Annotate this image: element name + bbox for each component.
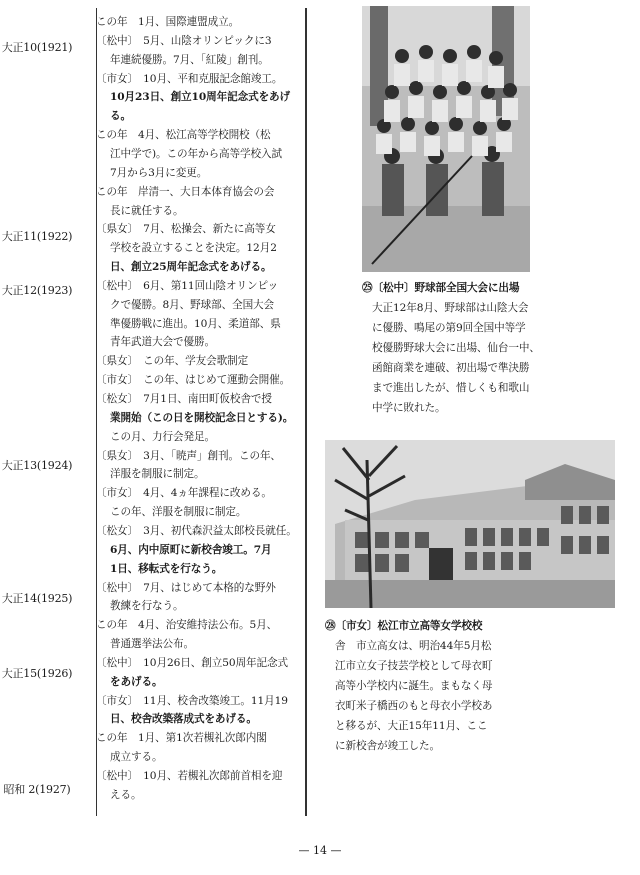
chronology-line: この年 4月、松江高等学校開校（松 xyxy=(96,129,271,142)
chronology-line: 〔県女〕 7月、松操会、新たに高等女 xyxy=(96,223,276,236)
caption-line: ㉕〔松中〕野球部全国大会に出場 xyxy=(362,282,520,294)
chronology-line: 日、校舎改築落成式をあげる。 xyxy=(110,713,257,726)
caption-line: 舎 市立高女は、明治44年5月松 xyxy=(335,640,492,652)
chronology-line: 〔松中〕 10月26日、創立50周年記念式 xyxy=(96,656,288,669)
caption-line: まで進出したが、惜しくも和歌山 xyxy=(372,382,530,394)
year-label: 大正14(1925) xyxy=(1,592,73,605)
caption-line: 校優勝野球大会に出場、仙台一中、 xyxy=(372,342,540,354)
right-column-rule xyxy=(305,8,307,816)
caption-line: 衣町米子橋西のもと母衣小学校あ xyxy=(335,700,493,712)
chronology-line: 普通選挙法公布。 xyxy=(110,638,194,651)
chronology-line: をあげる。 xyxy=(110,675,163,688)
chronology-line: この月、力行会発足。 xyxy=(110,430,215,443)
chronology-line: える。 xyxy=(110,788,142,801)
chronology-line: 長に就任する。 xyxy=(110,204,184,217)
caption-line: ㉘〔市女〕松江市立高等女学校校 xyxy=(325,620,483,632)
caption-line: に優勝、鳴尾の第9回全国中等学 xyxy=(372,322,526,334)
year-label: 大正11(1922) xyxy=(1,230,73,243)
chronology-line: この年 1月、国際連盟成立。 xyxy=(96,16,240,28)
page-number: — 14 — xyxy=(298,844,342,857)
chronology-line: 江中学で)。この年から高等学校入試 xyxy=(110,147,282,160)
caption-line: 大正12年8月、野球部は山陰大会 xyxy=(372,302,529,314)
chronology-line: 〔県女〕 この年、学友会歌制定 xyxy=(96,355,249,368)
caption-line: 函館商業を連破、初出場で準決勝 xyxy=(372,362,530,374)
chronology-line: 〔松女〕 7月1日、南田町仮校舎で授 xyxy=(96,393,272,405)
chronology-line: 1日、移転式を行なう。 xyxy=(110,562,223,575)
year-label: 大正10(1921) xyxy=(1,41,73,54)
chronology-line: 青年武道大会で優勝。 xyxy=(110,336,215,349)
caption-line: 中学に敗れた。 xyxy=(372,402,446,414)
year-label: 大正12(1923) xyxy=(1,284,73,297)
caption-line: 高等小学校内に誕生。まもなく母 xyxy=(335,680,493,692)
chronology-line: この年 岸清一、大日本体育協会の会 xyxy=(96,185,275,198)
year-label: 昭和 2(1927) xyxy=(3,783,71,796)
chronology-line: この年 4月、治安維持法公布。5月、 xyxy=(96,619,278,632)
chronology-line: 業開始（この日を開校記念日とする)。 xyxy=(110,411,294,424)
chronology-line: 6月、内中原町に新校舎竣工。7月 xyxy=(110,543,272,556)
chronology-line: 〔松中〕 10月、若槻礼次郎前首相を迎 xyxy=(96,770,283,782)
chronology-line: 〔松女〕 3月、初代森沢益太郎校長就任。 xyxy=(96,524,297,537)
chronology-line: る。 xyxy=(110,110,131,123)
chronology-line: 10月23日、創立10周年記念式をあげ xyxy=(110,91,291,104)
chronology-line: 年連続優勝。7月、「紅陵」創刊。 xyxy=(110,53,269,66)
caption-line: と移るが、大正15年11月、ここ xyxy=(335,720,488,732)
chronology-line: 成立する。 xyxy=(110,751,163,764)
chronology-line: 〔市女〕 10月、平和克服記念館竣工。 xyxy=(96,72,283,85)
caption-line: に新校舎が竣工した。 xyxy=(335,740,440,752)
chronology-line: 学校を設立することを決定。12月2 xyxy=(110,242,277,255)
chronology-line: この年、洋服を制服に制定。 xyxy=(110,506,247,519)
school-building-photo xyxy=(325,440,615,608)
chronology-line: 洋服を制服に制定。 xyxy=(110,468,205,481)
chronology-line: 準優勝戦に進出。10月、柔道部、県 xyxy=(110,317,281,330)
baseball-team-photo xyxy=(362,6,530,272)
year-label: 大正13(1924) xyxy=(1,459,73,472)
chronology-line: 〔県女〕 3月、「暁声」創刊。この年、 xyxy=(96,449,281,462)
chronology-line: 〔松中〕 7月、はじめて本格的な野外 xyxy=(96,581,276,594)
chronology-line: クで優勝。8月、野球部、全国大会 xyxy=(110,298,275,311)
chronology-line: この年 1月、第1次若槻礼次郎内閣 xyxy=(96,732,267,745)
chronology-line: 〔市女〕 この年、はじめて運動会開催。 xyxy=(96,374,291,387)
chronology-line: 7月から3月に変更。 xyxy=(110,166,208,179)
chronology-line: 〔市女〕 11月、校舎改築竣工。11月19 xyxy=(96,694,288,707)
year-label: 大正15(1926) xyxy=(1,667,73,680)
chronology-line: 教練を行なう。 xyxy=(110,600,184,613)
caption-line: 江市立女子技芸学校として母衣町 xyxy=(335,660,493,672)
chronology-line: 〔松中〕 6月、第11回山陰オリンピッ xyxy=(96,279,279,292)
chronology-line: 〔松中〕 5月、山陰オリンピックに3 xyxy=(96,34,272,47)
chronology-line: 日、創立25周年記念式をあげる。 xyxy=(110,261,272,274)
chronology-line: 〔市女〕 4月、4ヵ年課程に改める。 xyxy=(96,487,272,500)
